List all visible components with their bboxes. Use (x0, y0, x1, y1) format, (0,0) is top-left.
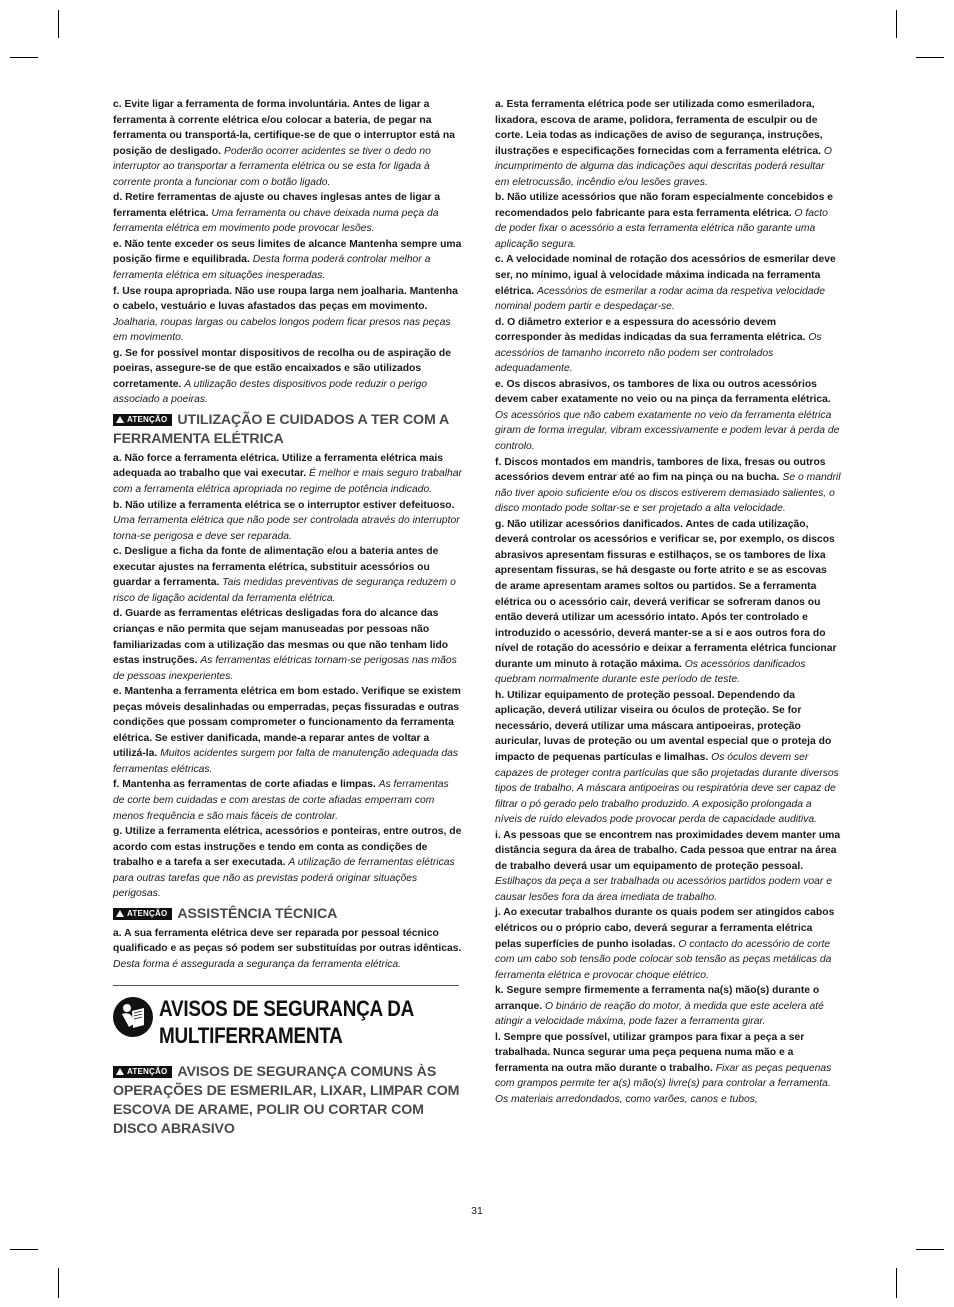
left-top-paragraphs (113, 97, 463, 408)
instruction-paragraph (113, 926, 463, 973)
instruction-bold: f. Mantenha as ferramentas de corte afiadas e limpas. (113, 779, 376, 791)
instruction-bold: a. A sua ferramenta elétrica deve ser reparada por pessoal técnico qualificado e as peças só podem ser substituídas por outras idênticas. (113, 927, 462, 955)
instruction-bold: e. Mantenha a ferramenta elétrica em bom estado. Verifique se existem peças móveis desalinhadas ou emperradas, peças fissuradas e outras condições que possam comprometer o funcionamento da ferramenta elétrica. Se estiver danificada, mande-a reparar antes de voltar a utilizá-la. (113, 686, 461, 760)
instruction-bold: c. Evite ligar a ferramenta de forma involuntária. Antes de ligar a ferramenta à corrente elétrica e/ou colocar a bateria, de pegar na ferramenta ou transportá-la, certifique-se de que o interruptor está na posição de desligado. (113, 99, 455, 157)
crop-mark (58, 1268, 59, 1298)
instruction-paragraph (495, 983, 841, 1030)
read-manual-icon-graphic (113, 997, 153, 1037)
instruction-bold: f. Discos montados em mandris, tambores de lixa, fresas ou outros acessórios devem entrar até ao fim na pinça ou na bucha. (495, 456, 826, 484)
instruction-paragraph (113, 544, 463, 606)
section-divider (113, 985, 459, 986)
instruction-italic: Os acessórios danificados quebram normalmente durante este período de teste. (495, 658, 806, 686)
instruction-italic: Acessórios de esmerilar a rodar acima da respetiva velocidade nominal podem partir e despedaçar-se. (495, 285, 826, 313)
instruction-italic: Desta forma é assegurada a segurança da ferramenta elétrica. (113, 958, 402, 970)
warning-badge (113, 1066, 172, 1078)
instruction-paragraph (495, 828, 841, 906)
instruction-bold: l. Sempre que possível, utilizar grampos para fixar a peça a ser trabalhada. Nunca segurar uma peça pequena numa mão e a ferramenta na outra mão durante o trabalho. (495, 1031, 805, 1074)
instruction-italic: O incumprimento de alguma das indicações aqui descritas poderá resultar em eletrocussão, incêndio e/ou lesões graves. (495, 145, 832, 188)
instruction-bold: i. As pessoas que se encontrem nas proximidades devem manter uma distância segura da área de trabalho. Cada pessoa que entrar na área de trabalho deverá usar um equipamento de proteção pessoal. (495, 829, 841, 872)
warning-triangle-icon (116, 1068, 124, 1075)
instruction-paragraph (495, 688, 841, 828)
instruction-italic: Estilhaços da peça a ser trabalhada ou acessórios partidos podem voar e causar lesões fora da área imediata de trabalho. (495, 876, 832, 903)
instruction-bold: e. Os discos abrasivos, os tambores de lixa ou outros acessórios devem caber exatamente no veio ou na pinça da ferramenta elétrica. (495, 378, 831, 406)
main-heading (113, 995, 463, 1049)
page-number: 31 (471, 1205, 483, 1217)
instruction-bold: g. Se for possível montar dispositivos de recolha ou de aspiração de poeiras, assegure-se de que estão encaixados e são utilizados corretamente. (113, 347, 451, 390)
instruction-italic: Os acessórios que não cabem exatamente no veio da ferramenta elétrica giram de forma irregular, vibram excessivamente e podem levar à perda de controlo. (495, 409, 840, 453)
instruction-paragraph (113, 498, 463, 545)
instruction-paragraph (113, 97, 463, 190)
instruction-paragraph (495, 517, 841, 688)
left-column (113, 97, 463, 1141)
instruction-italic: Poderão ocorrer acidentes se tiver o dedo no interruptor ao transportar a ferramenta elétrica ou se esta for ligada à corrente pronta a funcionar com o botão ligado. (113, 145, 431, 188)
right-column (495, 97, 841, 1108)
instruction-paragraph (113, 346, 463, 408)
instruction-italic: A utilização destes dispositivos pode reduzir o perigo associado a poeiras. (113, 378, 428, 406)
warning-triangle-icon (116, 910, 124, 917)
instruction-bold: h. Utilizar equipamento de proteção pessoal. Dependendo da aplicação, deverá utilizar viseira ou óculos de proteção. Se for necessário, deverá utilizar uma máscara antipoeiras, proteção auricular, luvas de proteção ou um avental especial que o proteja do impacto de pequenas partículas e limalhas. (495, 689, 832, 763)
instruction-bold: d. Guarde as ferramentas elétricas desligadas fora do alcance das crianças e não permita que sejam manuseadas por pessoas não familiarizadas com a utilização das mesmas ou que não tenham lido estas instruções. (113, 608, 449, 667)
section-heading-service (113, 905, 463, 924)
badge-label: ATENÇÃO (127, 1067, 168, 1077)
warning-badge (113, 908, 172, 920)
instruction-bold: g. Utilize a ferramenta elétrica, acessórios e ponteiras, entre outros, de acordo com estas instruções e tendo em conta as condições de trabalho e a tarefa a ser executada. (113, 826, 462, 869)
instruction-italic: É melhor e mais seguro trabalhar com a ferramenta elétrica apropriada no regime de potência indicado. (113, 468, 462, 496)
instruction-italic: Os óculos devem ser capazes de proteger contra partículas que são projetadas durante diversos tipos de trabalho. A máscara antipoeiras ou respiratória deve ser capaz de filtrar o pó gerado pelo trabalho produzido. A exposição prolongada a níveis de ruído elevados pode provocar perda de capacidade auditiva. (495, 751, 839, 826)
crop-mark (58, 10, 59, 38)
instruction-italic: Joalharia, roupas largas ou cabelos longos podem ficar presos nas peças em movimento. (113, 316, 451, 344)
section-heading-common-warnings (113, 1063, 463, 1139)
instruction-bold: d. O diâmetro exterior e a espessura do acessório devem corresponder às medidas indicadas da sua ferramenta elétrica. (495, 316, 806, 344)
instruction-bold: a. Não force a ferramenta elétrica. Utilize a ferramenta elétrica mais adequada ao trabalho que vai executar. (113, 452, 444, 480)
crop-mark (10, 1249, 38, 1250)
instruction-paragraph (113, 237, 463, 284)
crop-mark (896, 10, 897, 38)
instruction-bold: f. Use roupa apropriada. Não use roupa larga nem joalharia. Mantenha o cabelo, vestuário e luvas afastados das peças em movimento. (113, 285, 458, 313)
instruction-bold: c. Desligue a ficha da fonte de alimentação e/ou a bateria antes de executar ajustes na ferramenta elétrica, substituir acessórios ou guardar a ferramenta. (113, 546, 439, 589)
instruction-bold: b. Não utilize a ferramenta elétrica se o interruptor estiver defeituoso. (113, 499, 455, 511)
instruction-paragraph (113, 684, 463, 777)
badge-label: ATENÇÃO (127, 908, 168, 918)
instruction-italic: Uma ferramenta elétrica que não pode ser controlada através do interruptor torna-se perigosa e deve ser reparada. (113, 515, 460, 542)
instruction-bold: b. Não utilize acessórios que não foram especialmente concebidos e recomendados pelo fabricante para esta ferramenta elétrica. (495, 192, 834, 219)
usage-care-paragraphs (113, 451, 463, 902)
instruction-italic: Fixar as peças pequenas com grampos permite ter a(s) mão(s) livre(s) para controlar a ferramenta. Os materiais arredondados, como varões, canos e tubos, (495, 1062, 832, 1105)
instruction-paragraph (495, 455, 841, 517)
instruction-italic: Tais medidas preventivas de segurança reduzem o risco de ligação acidental da ferramenta elétrica. (113, 577, 456, 604)
main-heading-title: AVISOS DE SEGURANÇA DA MULTIFERRAMENTA (159, 996, 414, 1049)
instruction-italic: O binário de reação do motor, à medida que este acelera até atingir a velocidade máxima, pode fazer a ferramenta girar. (495, 1000, 824, 1028)
instruction-paragraph (495, 315, 841, 377)
instruction-bold: j. Ao executar trabalhos durante os quais podem ser atingidos cabos elétricos ou o próprio cabo, deverá segurar a ferramenta elétrica pelas superfícies de punho isoladas. (495, 907, 835, 950)
instruction-bold: d. Retire ferramentas de ajuste ou chaves inglesas antes de ligar a ferramenta elétrica. (113, 192, 441, 219)
instruction-bold: e. Não tente exceder os seus limites de alcance Mantenha sempre uma posição firme e equilibrada. (113, 238, 462, 266)
instruction-italic: As ferramentas de corte bem cuidadas e com arestas de corte afiadas emperram com menos frequência e são mais fáceis de controlar. (113, 779, 449, 822)
instruction-italic: Uma ferramenta ou chave deixada numa peça da ferramenta elétrica em movimento pode provocar lesões. (113, 207, 439, 235)
warning-triangle-icon (116, 416, 124, 423)
instruction-paragraph (495, 905, 841, 983)
instruction-paragraph (113, 284, 463, 346)
instruction-paragraph (113, 777, 463, 824)
instruction-italic: Os acessórios de tamanho incorreto não podem ser controlados adequadamente. (495, 332, 822, 375)
instruction-bold: g. Não utilizar acessórios danificados. Antes de cada utilização, deverá controlar os acessórios e verificar se, por exemplo, os discos abrasivos apresentam fissuras e estilhaços, se os tambores de lixa apresentam fissuras, se há desgaste ou forte atrito e se as escovas de arame apresentam arames soltos ou partidos. Se a ferramenta elétrica ou o acessório cair, deverá verificar se sofreram danos ou então deverá utilizar um acessório intato. Após ter controlado e introduzido o acessório, deverá manter-se a si e aos outros fora do nível de rotação do acessório e deixar a ferramenta elétrica funcionar durante um minuto à rotação máxima. (495, 518, 837, 670)
service-paragraphs (113, 926, 463, 973)
crop-mark (916, 1249, 944, 1250)
crop-mark (896, 1268, 897, 1298)
instruction-bold: k. Segure sempre firmemente a ferramenta na(s) mão(s) durante o arranque. (495, 985, 820, 1012)
section-heading-usage-care (113, 411, 463, 449)
instruction-italic: As ferramentas elétricas tornam-se perigosas nas mãos de pessoas inexperientes. (113, 655, 457, 682)
instruction-paragraph (495, 252, 841, 314)
instruction-bold: c. A velocidade nominal de rotação dos acessórios de esmerilar deve ser, no mínimo, igual à velocidade máxima indicada na ferramenta elétrica. (495, 254, 836, 297)
instruction-italic: Desta forma poderá controlar melhor a ferramenta elétrica em situações inesperadas. (113, 254, 431, 282)
instruction-italic: O facto de poder fixar o acessório a esta ferramenta elétrica não garante uma aplicação segura. (495, 207, 828, 250)
badge-label: ATENÇÃO (127, 414, 168, 424)
instruction-italic: Muitos acidentes surgem por falta de manutenção adequada das ferramentas elétricas. (113, 748, 459, 775)
instruction-italic: Se o mandril não tiver apoio suficiente e/ou os discos estiverem demasiado salientes, o disco montado pode soltar-se e ser projetado a alta velocidade. (495, 472, 841, 515)
section-title: UTILIZAÇÃO E CUIDADOS A TER COM A FERRAMENTA ELÉTRICA (113, 411, 449, 447)
section-title: ASSISTÊNCIA TÉCNICA (177, 905, 338, 922)
instruction-paragraph (495, 97, 841, 190)
instruction-bold: a. Esta ferramenta elétrica pode ser utilizada como esmeriladora, lixadora, escova de arame, polidora, ferramenta de esculpir ou de corte. Leia todas as indicações de aviso de segurança, instruções, ilustrações e especificações fornecidas com a ferramenta elétrica. (495, 99, 823, 157)
instruction-paragraph (113, 190, 463, 237)
instruction-paragraph (495, 190, 841, 252)
crop-mark (916, 57, 944, 58)
read-manual-icon (113, 997, 153, 1037)
warning-badge (113, 414, 172, 426)
section-title: AVISOS DE SEGURANÇA COMUNS ÀS OPERAÇÕES DE ESMERILAR, LIXAR, LIMPAR COM ESCOVA DE ARAME, POLIR OU CORTAR COM DISCO ABRASIVO (113, 1064, 460, 1138)
instruction-paragraph (495, 377, 841, 455)
instruction-paragraph (113, 824, 463, 902)
instruction-italic: O contacto do acessório de corte com um cabo sob tensão pode colocar sob tensão as peças metálicas da ferramenta elétrica e provocar choque elétrico. (495, 938, 832, 981)
instruction-paragraph (113, 606, 463, 684)
instruction-paragraph (495, 1030, 841, 1108)
instruction-paragraph (113, 451, 463, 498)
instruction-italic: A utilização de ferramentas elétricas para outras tarefas que não as previstas poderá originar situações perigosas. (113, 857, 455, 900)
crop-mark (10, 57, 38, 58)
